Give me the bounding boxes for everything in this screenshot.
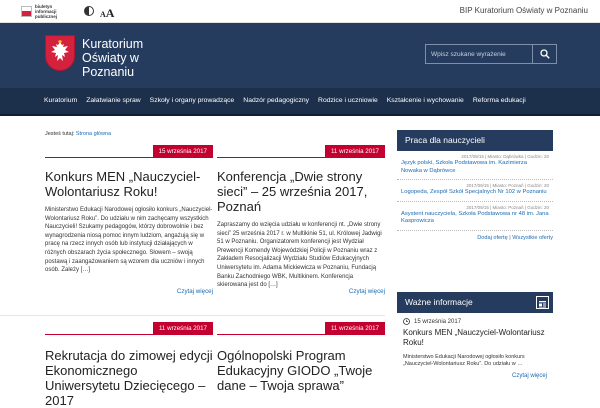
article-date: 15 września 2017 bbox=[153, 145, 214, 158]
contrast-toggle-icon[interactable] bbox=[84, 6, 94, 16]
main-navigation bbox=[0, 88, 600, 116]
article-date: 11 września 2017 bbox=[153, 322, 213, 335]
read-more-link[interactable]: Czytaj więcej bbox=[176, 288, 213, 295]
site-title[interactable] bbox=[82, 37, 182, 79]
bip-logo-text: biuletyn informacji publicznej bbox=[35, 3, 58, 19]
read-more-link[interactable]: Czytaj więcej bbox=[348, 288, 385, 295]
font-big-button[interactable]: A bbox=[105, 6, 115, 20]
search-input[interactable] bbox=[426, 45, 532, 63]
job-link[interactable]: Asystent nauczyciela, Szkoła Podstawowa nr 48 im. Jana Kasprowicza bbox=[401, 210, 549, 225]
job-offer bbox=[397, 151, 553, 180]
job-meta: 2017/09/15 | Miasto: Dąbrówka | Godzin: 20 bbox=[461, 154, 549, 159]
font-small-button[interactable]: A bbox=[100, 10, 106, 19]
site-title-line2: Oświaty w bbox=[82, 51, 139, 65]
nav-item-rodzice[interactable]: Rodzice i uczniowie bbox=[318, 97, 378, 104]
info-excerpt: Ministerstwo Edukacji Narodowej ogłosiło konkurs „Nauczyciel-Wolontariusz Roku”. Do udziału w … bbox=[403, 354, 525, 368]
breadcrumb bbox=[45, 131, 111, 137]
site-title-line3: Poznaniu bbox=[82, 65, 135, 79]
site-header bbox=[0, 23, 600, 88]
job-meta: 2017/09/15 | Miasto: Poznań | Godzin: 20 bbox=[466, 204, 549, 210]
coat-of-arms-eagle-icon[interactable] bbox=[45, 35, 75, 71]
important-info-widget bbox=[397, 292, 553, 384]
job-meta: 2017/09/15 | Miasto: Poznań | Godzin: 20 bbox=[466, 183, 549, 189]
article-date: 11 września 2017 bbox=[325, 322, 385, 335]
article-excerpt: Zapraszamy do wzięcia udziału w konferencji nt. „Dwie strony sieci” 25 września 2017 r. w Multikinie 51, ul. Królowej Jadwigi 51 w Poznaniu. Organizatorem konferencji jest Wydział Prewencji Komendy Wojewódzkiej Policji w Poznaniu wraz z Zakładem Resocjalizacji Wydziału Studiów Edukacyjnych Uniwersytetu im. Adama Mickiewicza w Poznaniu, Fundacją Banku Zachodniego WBK, Multikinem. Konferencja skierowana jest do […] bbox=[217, 222, 382, 289]
job-offer bbox=[397, 180, 553, 202]
article-card bbox=[217, 322, 385, 402]
font-size-switcher[interactable] bbox=[100, 4, 114, 22]
article-title[interactable]: Rekrutacja do zimowej edycji Ekonomicznego Uniwersytetu Dziecięcego – 2017 bbox=[45, 348, 213, 408]
article-card bbox=[217, 145, 385, 305]
article-date-bar bbox=[217, 322, 385, 335]
jobs-widget bbox=[397, 130, 553, 241]
article-date-bar bbox=[45, 322, 213, 335]
article-date-bar bbox=[45, 145, 213, 158]
bip-link[interactable]: BIP Kuratorium Oświaty w Poznaniu bbox=[459, 6, 588, 15]
job-link[interactable]: Język polski, Szkoła Podstawowa im. Kazimierza Nowaka w Dąbrówce bbox=[401, 160, 527, 174]
search-button[interactable] bbox=[532, 45, 556, 63]
nav-item-zalatwianie-spraw[interactable]: Załatwianie spraw bbox=[86, 97, 141, 104]
article-date: 11 września 2017 bbox=[325, 145, 385, 158]
article-date-bar bbox=[217, 145, 385, 158]
info-item bbox=[397, 313, 553, 384]
article-title[interactable]: Ogólnopolski Program Edukacyjny GIODO „Twoje dane – Twoja sprawa” bbox=[217, 348, 373, 393]
links-separator: | bbox=[509, 234, 511, 241]
bip-logo[interactable] bbox=[21, 4, 69, 18]
info-read-more-link[interactable]: Czytaj więcej bbox=[511, 372, 547, 379]
nav-item-kuratorium[interactable]: Kuratorium bbox=[44, 97, 78, 104]
clock-icon bbox=[403, 318, 410, 325]
article-title[interactable]: Konkurs MEN „Nauczyciel-Wolontariusz Roku! bbox=[45, 169, 201, 199]
newspaper-icon bbox=[536, 296, 549, 309]
bip-flag-icon bbox=[21, 6, 32, 17]
job-link[interactable]: Logopeda, Zespół Szkół Specjalnych Nr 102 w Poznaniu bbox=[401, 189, 547, 196]
add-offer-link[interactable]: Dodaj ofertę bbox=[477, 234, 508, 241]
top-utility-bar bbox=[0, 0, 600, 23]
search-icon bbox=[540, 49, 550, 59]
all-offers-link[interactable]: Wszystkie oferty bbox=[512, 234, 553, 241]
nav-item-ksztalcenie[interactable]: Kształcenie i wychowanie bbox=[386, 97, 464, 104]
important-info-title: Ważne informacje bbox=[405, 297, 473, 307]
nav-item-reforma[interactable]: Reforma edukacji bbox=[472, 97, 526, 104]
article-title[interactable]: Konferencja „Dwie strony sieci” – 25 września 2017, Poznań bbox=[217, 169, 368, 214]
article-excerpt: Ministerstwo Edukacji Narodowej ogłosiło konkurs „Nauczyciel-Wolontariusz Roku”. Do udziału w nim zachęcamy wszystkich Nauczycieli! Szukamy pedagogów, którzy dobrowolnie i bez wynagrodzenia niosą pomoc innym ludziom, angażują się w pracę na rzecz innych osób lub instytucji działających w różnych obszarach życia społecznego. Słowem – swoją postawą i zaangażowaniem są wzorem dla uczniów i innych osób. Zależy […] bbox=[45, 207, 213, 274]
job-offer bbox=[397, 202, 553, 231]
info-date: 15 września 2017 bbox=[414, 318, 462, 325]
info-date-row bbox=[403, 318, 547, 325]
breadcrumb-home-link[interactable]: Strona główna bbox=[75, 131, 112, 137]
important-info-header bbox=[397, 292, 553, 313]
jobs-links bbox=[397, 235, 553, 241]
article-card bbox=[45, 145, 213, 305]
jobs-widget-title: Praca dla nauczycieli bbox=[397, 130, 553, 151]
article-card bbox=[45, 322, 213, 408]
breadcrumb-prefix: Jesteś tutaj: bbox=[45, 131, 75, 137]
search-box bbox=[425, 44, 557, 64]
nav-item-nadzor[interactable]: Nadzór pedagogiczny bbox=[243, 97, 310, 104]
info-title[interactable]: Konkurs MEN „Nauczyciel-Wolontariusz Roku! bbox=[403, 328, 545, 347]
site-title-line1: Kuratorium bbox=[82, 37, 144, 51]
nav-item-szkoly[interactable]: Szkoły i organy prowadzące bbox=[149, 97, 235, 104]
row-divider bbox=[0, 315, 385, 316]
